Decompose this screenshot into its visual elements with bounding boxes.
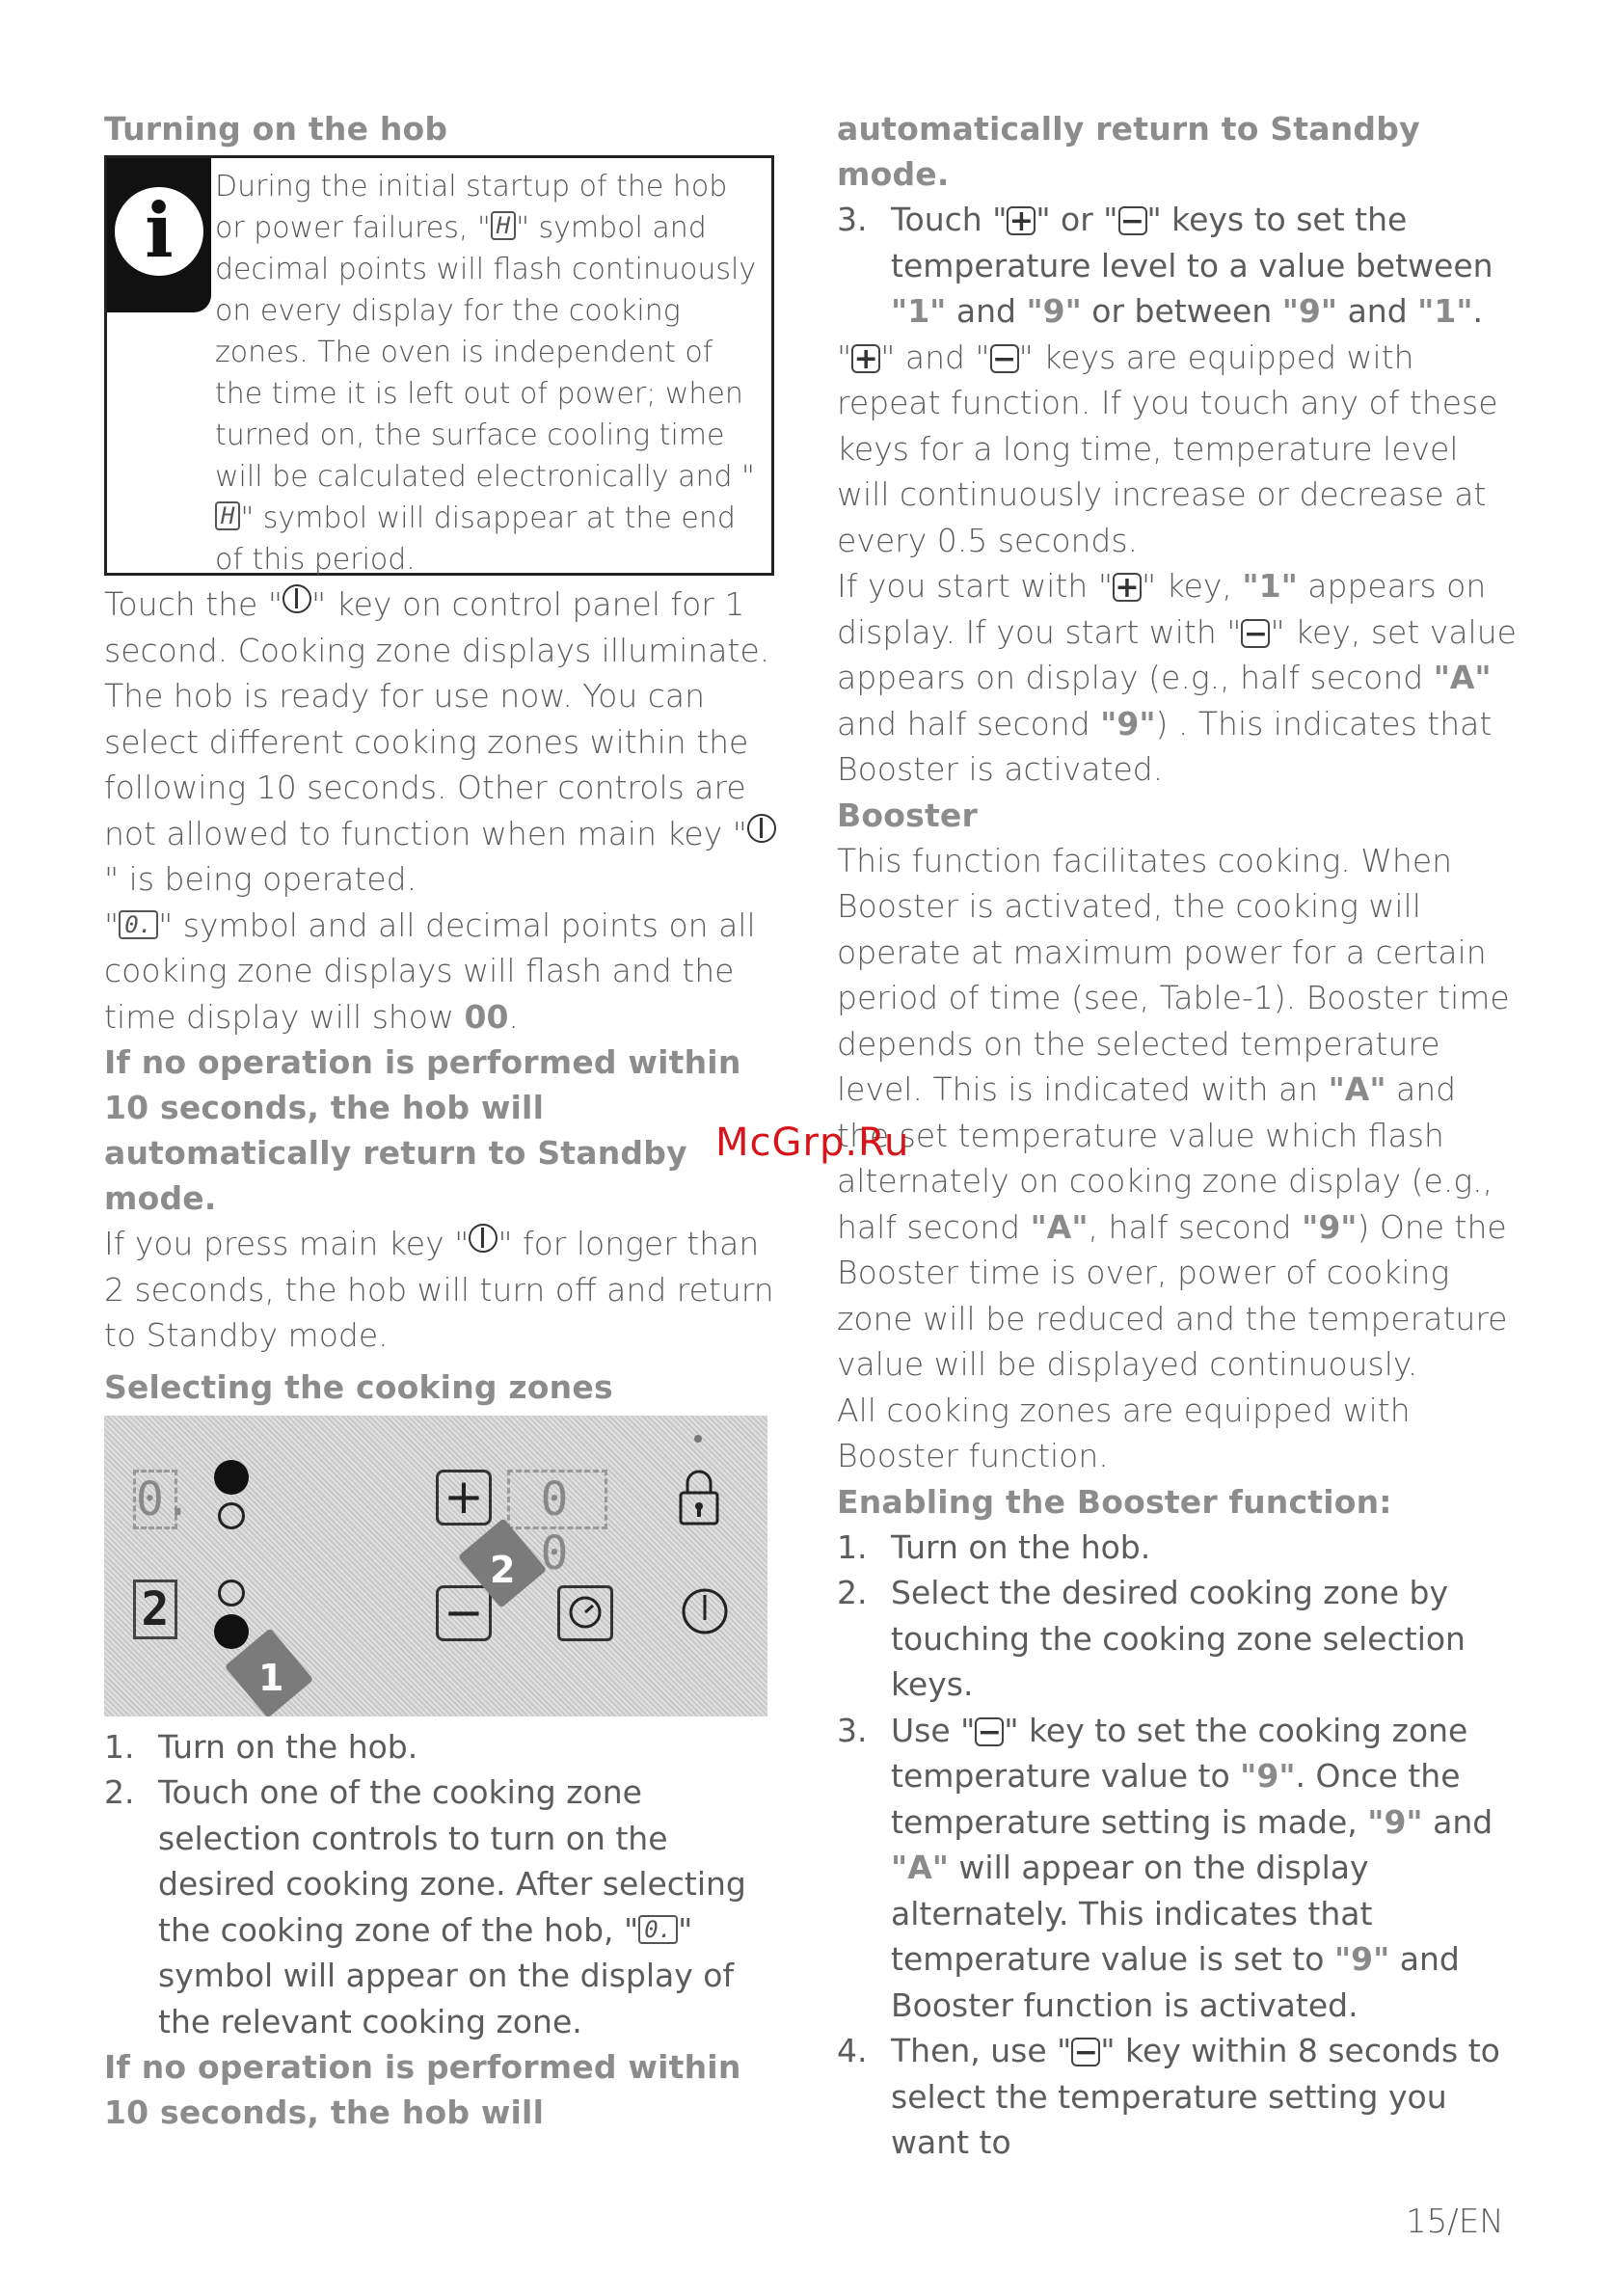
lock-indicator-icon (694, 1435, 702, 1443)
minus-key-icon: − (1118, 206, 1147, 235)
plus-key-icon: + (851, 344, 880, 373)
lock-icon (677, 1468, 721, 1531)
minus-key-icon: − (1241, 619, 1270, 648)
minus-key-icon: − (1071, 2038, 1100, 2066)
minus-key-icon: − (975, 1717, 1004, 1746)
h-symbol-icon: H (215, 501, 240, 530)
minus-key-icon: − (990, 344, 1019, 373)
list-item: 4. Then, use "−" key within 8 seconds to select the temperature setting you want to (837, 2032, 1500, 2161)
zone-display-bottom: 2 (133, 1580, 177, 1639)
page-number: 15/EN (1406, 2202, 1504, 2241)
plus-key-icon: + (1007, 206, 1036, 235)
zone-selector-empty (218, 1502, 245, 1529)
zone-display-top: 0. (133, 1470, 177, 1529)
symbol-paragraph: " 0. " symbol and all decimal points on all cooking zone displays will flash and the time display will show 00. (104, 905, 756, 1036)
left-column (104, 106, 779, 2135)
repeat-paragraph: "+" and "−" keys are equipped with repeat function. If you touch any of these keys for a long time, temperature level will continuously increase or decrease at every 0.5 seconds. (837, 338, 1498, 559)
zone-selector-filled (214, 1460, 249, 1495)
touch-paragraph: Touch the " " key on control panel for 1 second. Cooking zone displays illuminate. The hob is ready for use now. You can select different cooking zones within the following 10 seconds. Other controls are not allowed to function when main key "" is being operated. (104, 581, 779, 903)
timer-display: 0 0 (507, 1470, 607, 1529)
pointer-label-1: 1 (258, 1656, 284, 1699)
standby-warning: If no operation is performed within 10 seconds, the hob will automatically return to Standby mode. (104, 1043, 741, 1217)
plus-key-icon: + (436, 1470, 492, 1526)
control-panel-illustration (104, 1416, 767, 1716)
list-item: 3. Use "−" key to set the cooking zone temperature value to "9". Once the temperature setting is made, "9" and "A" will appear on the display alternately. This indicates that temperature value is set to "9" and Booster function is activated. (837, 1711, 1493, 2024)
list-item: 1. Turn on the hob. (837, 1527, 1151, 1566)
zero-symbol-icon: 0. (119, 910, 158, 939)
note-text: During the initial startup of the hob or power failures, " H " symbol and decimal points will flash continuously on every display for the cooking zones. The oven is independent of the time it is left out of power; when turned on, the surface cooling time will be calculated electronically and "H " symbol will disappear at the end of this period. (215, 170, 757, 577)
list-item: 2. Select the desired cooking zone by touching the cooking zone selection keys. (837, 1574, 1466, 1703)
start-paragraph: If you start with "+" key, "1" appears on display. If you start with "−" key, set value appears on display (e.g., half second "A" and half second "9") . This indicates that Booster is activated. (837, 567, 1517, 788)
standby-warning-2: If no operation is performed within 10 seconds, the hob will (104, 2048, 741, 2131)
h-symbol-icon: H (491, 211, 516, 240)
booster-paragraph: This function facilitates cooking. When Booster is activated, the cooking will operate at maximum power for a certain period of time (see, Table-1). Booster time depends on the selected temperature level. This is indicated with an "A" and the set temperature value which flash alternately on cooking zone display (e.g., half second "A", half second "9") One the Booster time is over, power of cooking zone will be reduced and the temperature value will be displayed continuously. (837, 841, 1510, 1383)
heading-enabling: Enabling the Booster function: (837, 1482, 1392, 1521)
right-column (837, 106, 1517, 2166)
all-zones-paragraph: All cooking zones are equipped with Booster function. (837, 1391, 1411, 1474)
zone-selector-empty (218, 1580, 245, 1607)
power-icon (282, 584, 311, 613)
pointer-label-2: 2 (490, 1548, 516, 1591)
list-item: 3. Touch "+" or "−" keys to set the temperature level to a value between "1" and "9" or between "9" and "1". (837, 201, 1493, 330)
power-icon (679, 1585, 731, 1641)
heading-turning-on: Turning on the hob (104, 110, 448, 148)
power-icon (747, 814, 776, 843)
info-note (104, 155, 774, 576)
zone-selector-filled (214, 1614, 249, 1649)
power-icon (469, 1224, 498, 1253)
standby-warning-cont: automatically return to Standby mode. (837, 110, 1420, 193)
press-paragraph: If you press main key " " for longer than 2 seconds, the hob will turn off and return to Standby mode. (104, 1225, 774, 1354)
info-icon: i (107, 158, 211, 312)
plus-key-icon: + (1113, 573, 1142, 602)
heading-selecting: Selecting the cooking zones (104, 1367, 613, 1406)
list-item: 2. Touch one of the cooking zone selection controls to turn on the desired cooking zone. After selecting the cooking zone of the hob, " 0. " symbol will appear on the display of the relevant cooking zone. (104, 1773, 746, 2040)
list-item: 1. Turn on the hob. (104, 1727, 418, 1766)
zero-symbol-icon: 0. (638, 1915, 678, 1944)
timer-icon (557, 1585, 613, 1641)
heading-booster: Booster (837, 796, 978, 834)
minus-key-icon: − (436, 1585, 492, 1641)
watermark: McGrp.Ru (715, 1121, 910, 1165)
